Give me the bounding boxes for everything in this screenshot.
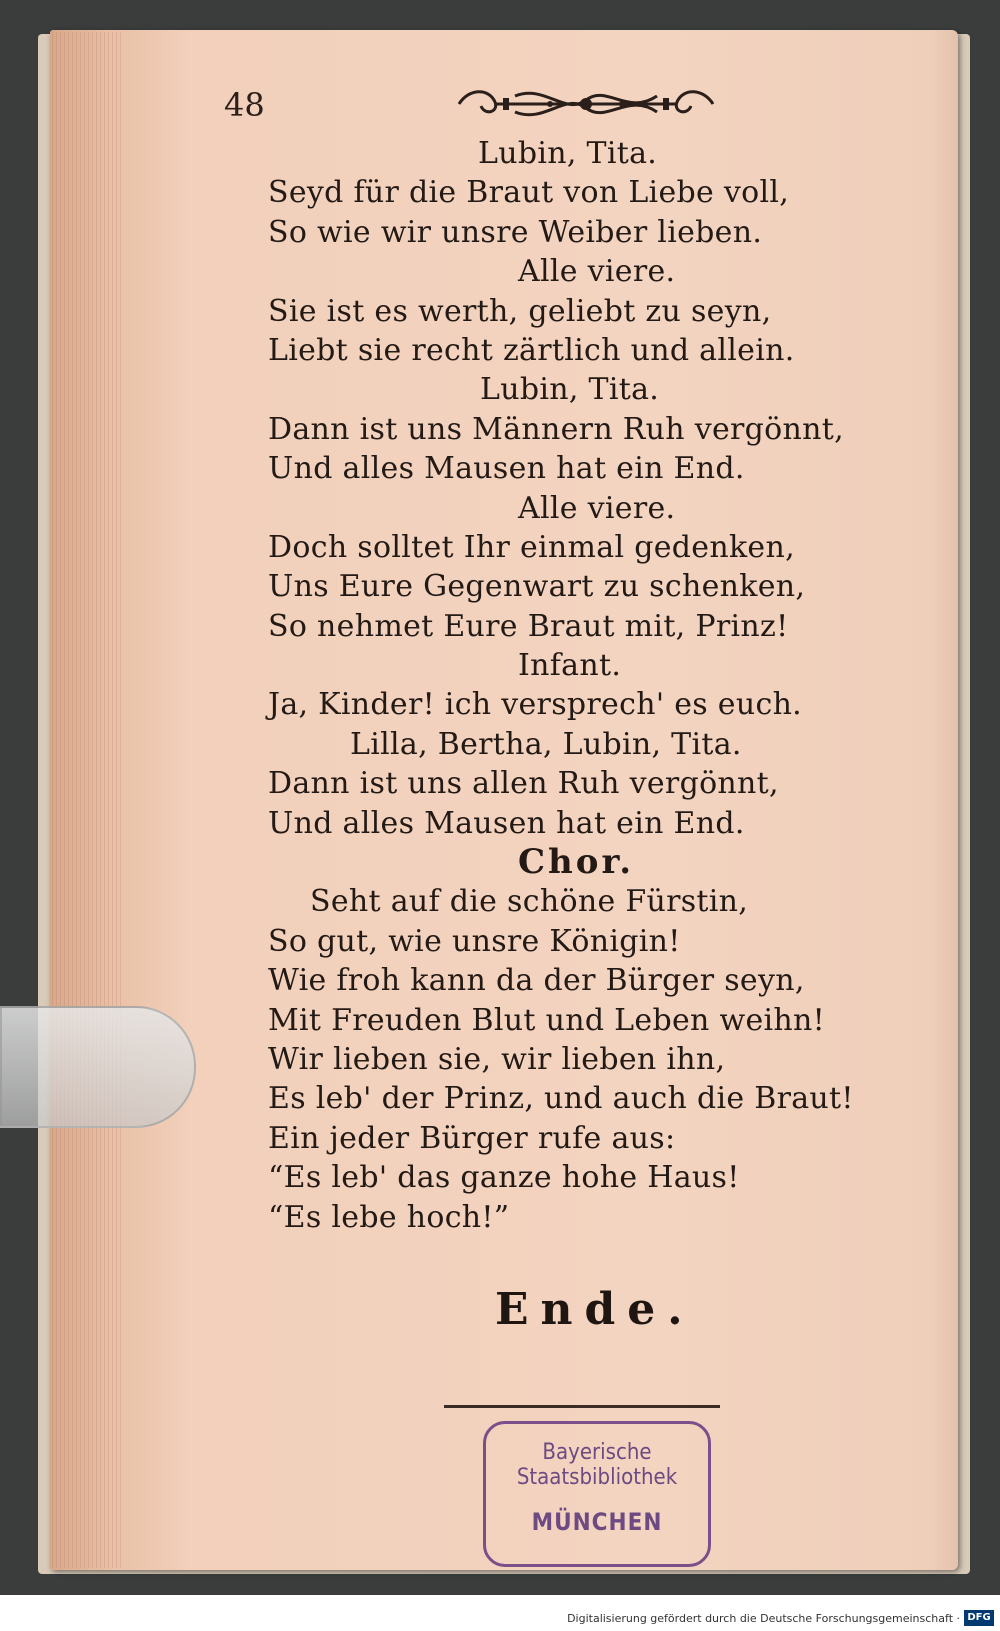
verse-line: Dann ist uns allen Ruh vergönnt, xyxy=(268,766,779,802)
library-stamp xyxy=(483,1421,711,1567)
verse-line: Es leb' der Prinz, und auch die Braut! xyxy=(268,1081,854,1117)
verse-line: Ein jeder Bürger rufe aus: xyxy=(268,1120,676,1156)
verse-line: Liebt sie recht zärtlich und allein. xyxy=(268,332,795,368)
verse-line: So nehmet Eure Braut mit, Prinz! xyxy=(268,608,789,644)
verse-line: Uns Eure Gegenwart zu schenken, xyxy=(268,569,806,605)
verse-line: So wie wir unsre Weiber lieben. xyxy=(268,214,763,250)
stamp-line-3: MÜNCHEN xyxy=(531,1508,663,1536)
stamp-line-1: Bayerische xyxy=(542,1440,652,1465)
verse-line: Wie froh kann da der Bürger seyn, xyxy=(268,963,805,999)
speaker-line: Lubin, Tita. xyxy=(478,136,658,171)
speaker-line: Lilla, Bertha, Lubin, Tita. xyxy=(350,726,742,762)
divider-rule xyxy=(444,1405,720,1408)
poem-text xyxy=(268,134,948,1237)
speaker-line: Alle viere. xyxy=(518,254,676,290)
verse-line: Wir lieben sie, wir lieben ihn, xyxy=(268,1041,726,1077)
footer-credit: Digitalisierung gefördert durch die Deutsche Forschungsgemeinschaft · xyxy=(567,1612,960,1625)
verse-line: Mit Freuden Blut und Leben weihn! xyxy=(268,1002,826,1038)
stamp-line-2: Staatsbibliothek xyxy=(516,1465,678,1490)
speaker-line: Lubin, Tita. xyxy=(480,372,660,408)
page-clip xyxy=(0,1006,196,1128)
verse-line: Dann ist uns Männern Ruh vergönnt, xyxy=(268,411,844,447)
speaker-line: Alle viere. xyxy=(518,490,676,526)
header-ornament-icon xyxy=(455,82,717,126)
speaker-line: Infant. xyxy=(518,648,622,684)
verse-line: “Es lebe hoch!” xyxy=(268,1199,510,1235)
verse-line: Und alles Mausen hat ein End. xyxy=(268,451,745,487)
verse-line: Seyd für die Braut von Liebe voll, xyxy=(268,175,790,211)
chor-heading: Chor. xyxy=(518,842,635,883)
verse-line: So gut, wie unsre Königin! xyxy=(268,923,681,959)
verse-line: Seht auf die schöne Fürstin, xyxy=(310,884,749,920)
page-number: 48 xyxy=(224,86,265,124)
verse-line: “Es leb' das ganze hohe Haus! xyxy=(268,1160,740,1196)
page-stack-edge xyxy=(52,32,122,1568)
verse-line: Und alles Mausen hat ein End. xyxy=(268,805,745,841)
verse-line: Sie ist es werth, geliebt zu seyn, xyxy=(268,293,772,329)
verse-line: Doch solltet Ihr einmal gedenken, xyxy=(268,529,795,565)
verse-line: Ja, Kinder! ich versprech' es euch. xyxy=(268,687,803,723)
ende-heading: Ende. xyxy=(495,1284,695,1335)
dfg-logo-icon: DFG xyxy=(964,1610,994,1626)
